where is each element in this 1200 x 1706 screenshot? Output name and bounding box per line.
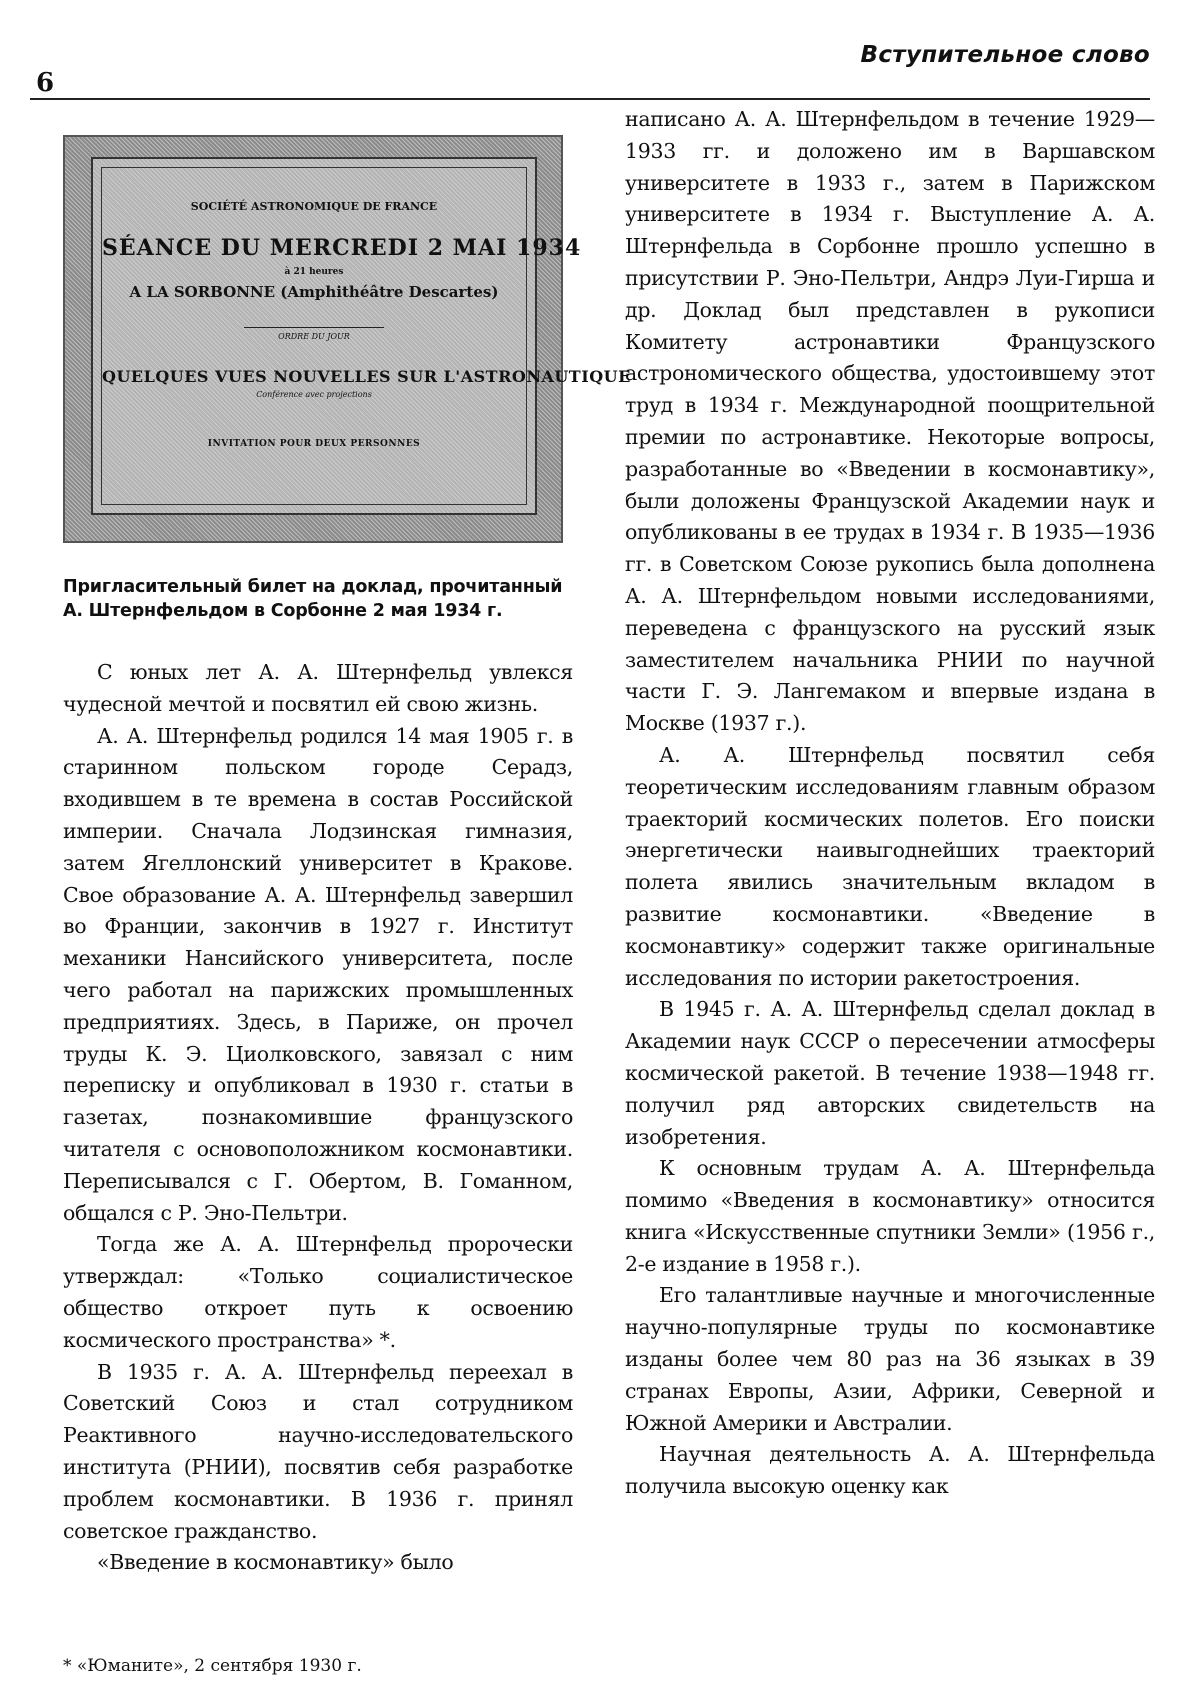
- right-column: [625, 104, 1155, 1503]
- paragraph: В 1945 г. А. А. Штернфельд сделал доклад в Академии наук СССР о пересечении атмосферы космической ракетой. В течение 1938—1948 гг. получил ряд авторских свидетельств на изобретения.: [625, 997, 1155, 1149]
- ticket-order: ORDRE DU JOUR: [278, 332, 350, 341]
- paragraph: Тогда же А. А. Штернфельд пророчески утверждал: «Только социалистическое общество откроет путь к освоению космического пространства» *.: [63, 1232, 573, 1352]
- paragraph: Научная деятельность А. А. Штернфельда получила высокую оценку как: [625, 1442, 1155, 1499]
- footnote: * «Юманите», 2 сентября 1930 г.: [63, 1656, 362, 1676]
- paragraph: В 1935 г. А. А. Штернфельд переехал в Советский Союз и стал сотрудником Реактивного научно-исследовательского института (РНИИ), посвятив себя разработке проблем космонавтики. В 1936 г. принял советское гражданство.: [63, 1359, 573, 1543]
- ticket-invitation: INVITATION POUR DEUX PERSONNES: [207, 439, 421, 449]
- paragraph: Его талантливые научные и многочисленные научно-популярные труды по космонавтике изданы более чем 80 раз на 36 языках в 39 странах Европы, Азии, Африки, Северной и Южной Америки и Австралии.: [625, 1283, 1155, 1435]
- ticket-conference: Conférence avec projections: [256, 390, 372, 399]
- page-header: [30, 38, 1150, 100]
- ticket-place: A LA SORBONNE (Amphithéâtre Descartes): [129, 283, 499, 301]
- invitation-ticket-photo: [63, 135, 631, 543]
- paragraph: «Введение в космонавтику» было: [97, 1550, 454, 1575]
- paragraph: К основным трудам А. А. Штернфельда помимо «Введения в космонавтику» относится книга «Искусственные спутники Земли» (1956 г., 2-е издание в 1958 г.).: [625, 1156, 1155, 1276]
- paragraph: С юных лет А. А. Штернфельд увлекся чудесной мечтой и посвятил ей свою жизнь.: [63, 660, 573, 716]
- ticket-content: [101, 167, 631, 505]
- ticket-divider: [244, 327, 384, 328]
- running-title: Вступительное слово: [860, 42, 1150, 68]
- ticket-hour: à 21 heures: [284, 267, 344, 277]
- paragraph: А. А. Штернфельд посвятил себя теоретическим исследованиям главным образом траекторий космических полетов. Его поиски энергетически наивыгоднейших траекторий полета явились значительным вкладом в развитие космонавтики. «Введение в космонавтику» содержит также оригинальные исследования по истории ракетостроения.: [625, 742, 1155, 990]
- page-number: 6: [36, 68, 55, 98]
- ticket-frame: [91, 157, 631, 515]
- figure-caption: Пригласительный билет на доклад, прочитанный А. Штернфельдом в Сорбонне 2 мая 1934 г.: [63, 577, 563, 621]
- paragraph: написано А. А. Штернфельдом в течение 1929—1933 гг. и доложено им в Варшавском университете в 1933 г., затем в Парижском университете в 1934 г. Выступление А. А. Штернфельда в Сорбонне прошло успешно в присутствии Р. Эно-Пельтри, Андрэ Луи-Гирша и др. Доклад был представлен в рукописи Комитету астронавтики Французского астрономического общества, удостоившему этот труд в 1934 г. Международной поощрительной премии по астронавтике. Некоторые вопросы, разработанные во «Введении в космонавтику», были доложены Французской Академии наук и опубликованы в ее трудах в 1934 г. В 1935—1936 гг. в Советском Союзе рукопись была дополнена А. А. Штернфельдом новыми исследованиями, переведена с французского на русский язык заместителем начальника РНИИ по научной части Г. Э. Лангемаком и впервые издана в Москве (1937 г.).: [625, 107, 1155, 736]
- ticket-seance: SÉANCE DU MERCREDI 2 MAI 1934: [102, 235, 582, 261]
- ticket-society: SOCIÉTÉ ASTRONOMIQUE DE FRANCE: [190, 200, 438, 213]
- paragraph: А. А. Штернфельд родился 14 мая 1905 г. в старинном польском городе Серадз, входившем в те времена в состав Российской империи. Сначала Лодзинская гимназия, затем Ягеллонский университет в Кракове. Свое образование А. А. Штернфельд завершил во Франции, закончив в 1927 г. Институт механики Нансийского университета, после чего работал на парижских промышленных предприятиях. Здесь, в Париже, он прочел труды К. Э. Циолковского, завязал с ним переписку и опубликовал в 1930 г. статьи в газетах, познакомившие французского читателя с основоположником космонавтики. Переписывался с Г. Обертом, В. Гоманном, общался с Р. Эно-Пельтри.: [63, 723, 573, 1225]
- ticket-talk-title: QUELQUES VUES NOUVELLES SUR L'ASTRONAUTIQUE: [102, 367, 631, 386]
- left-column: [63, 657, 573, 1579]
